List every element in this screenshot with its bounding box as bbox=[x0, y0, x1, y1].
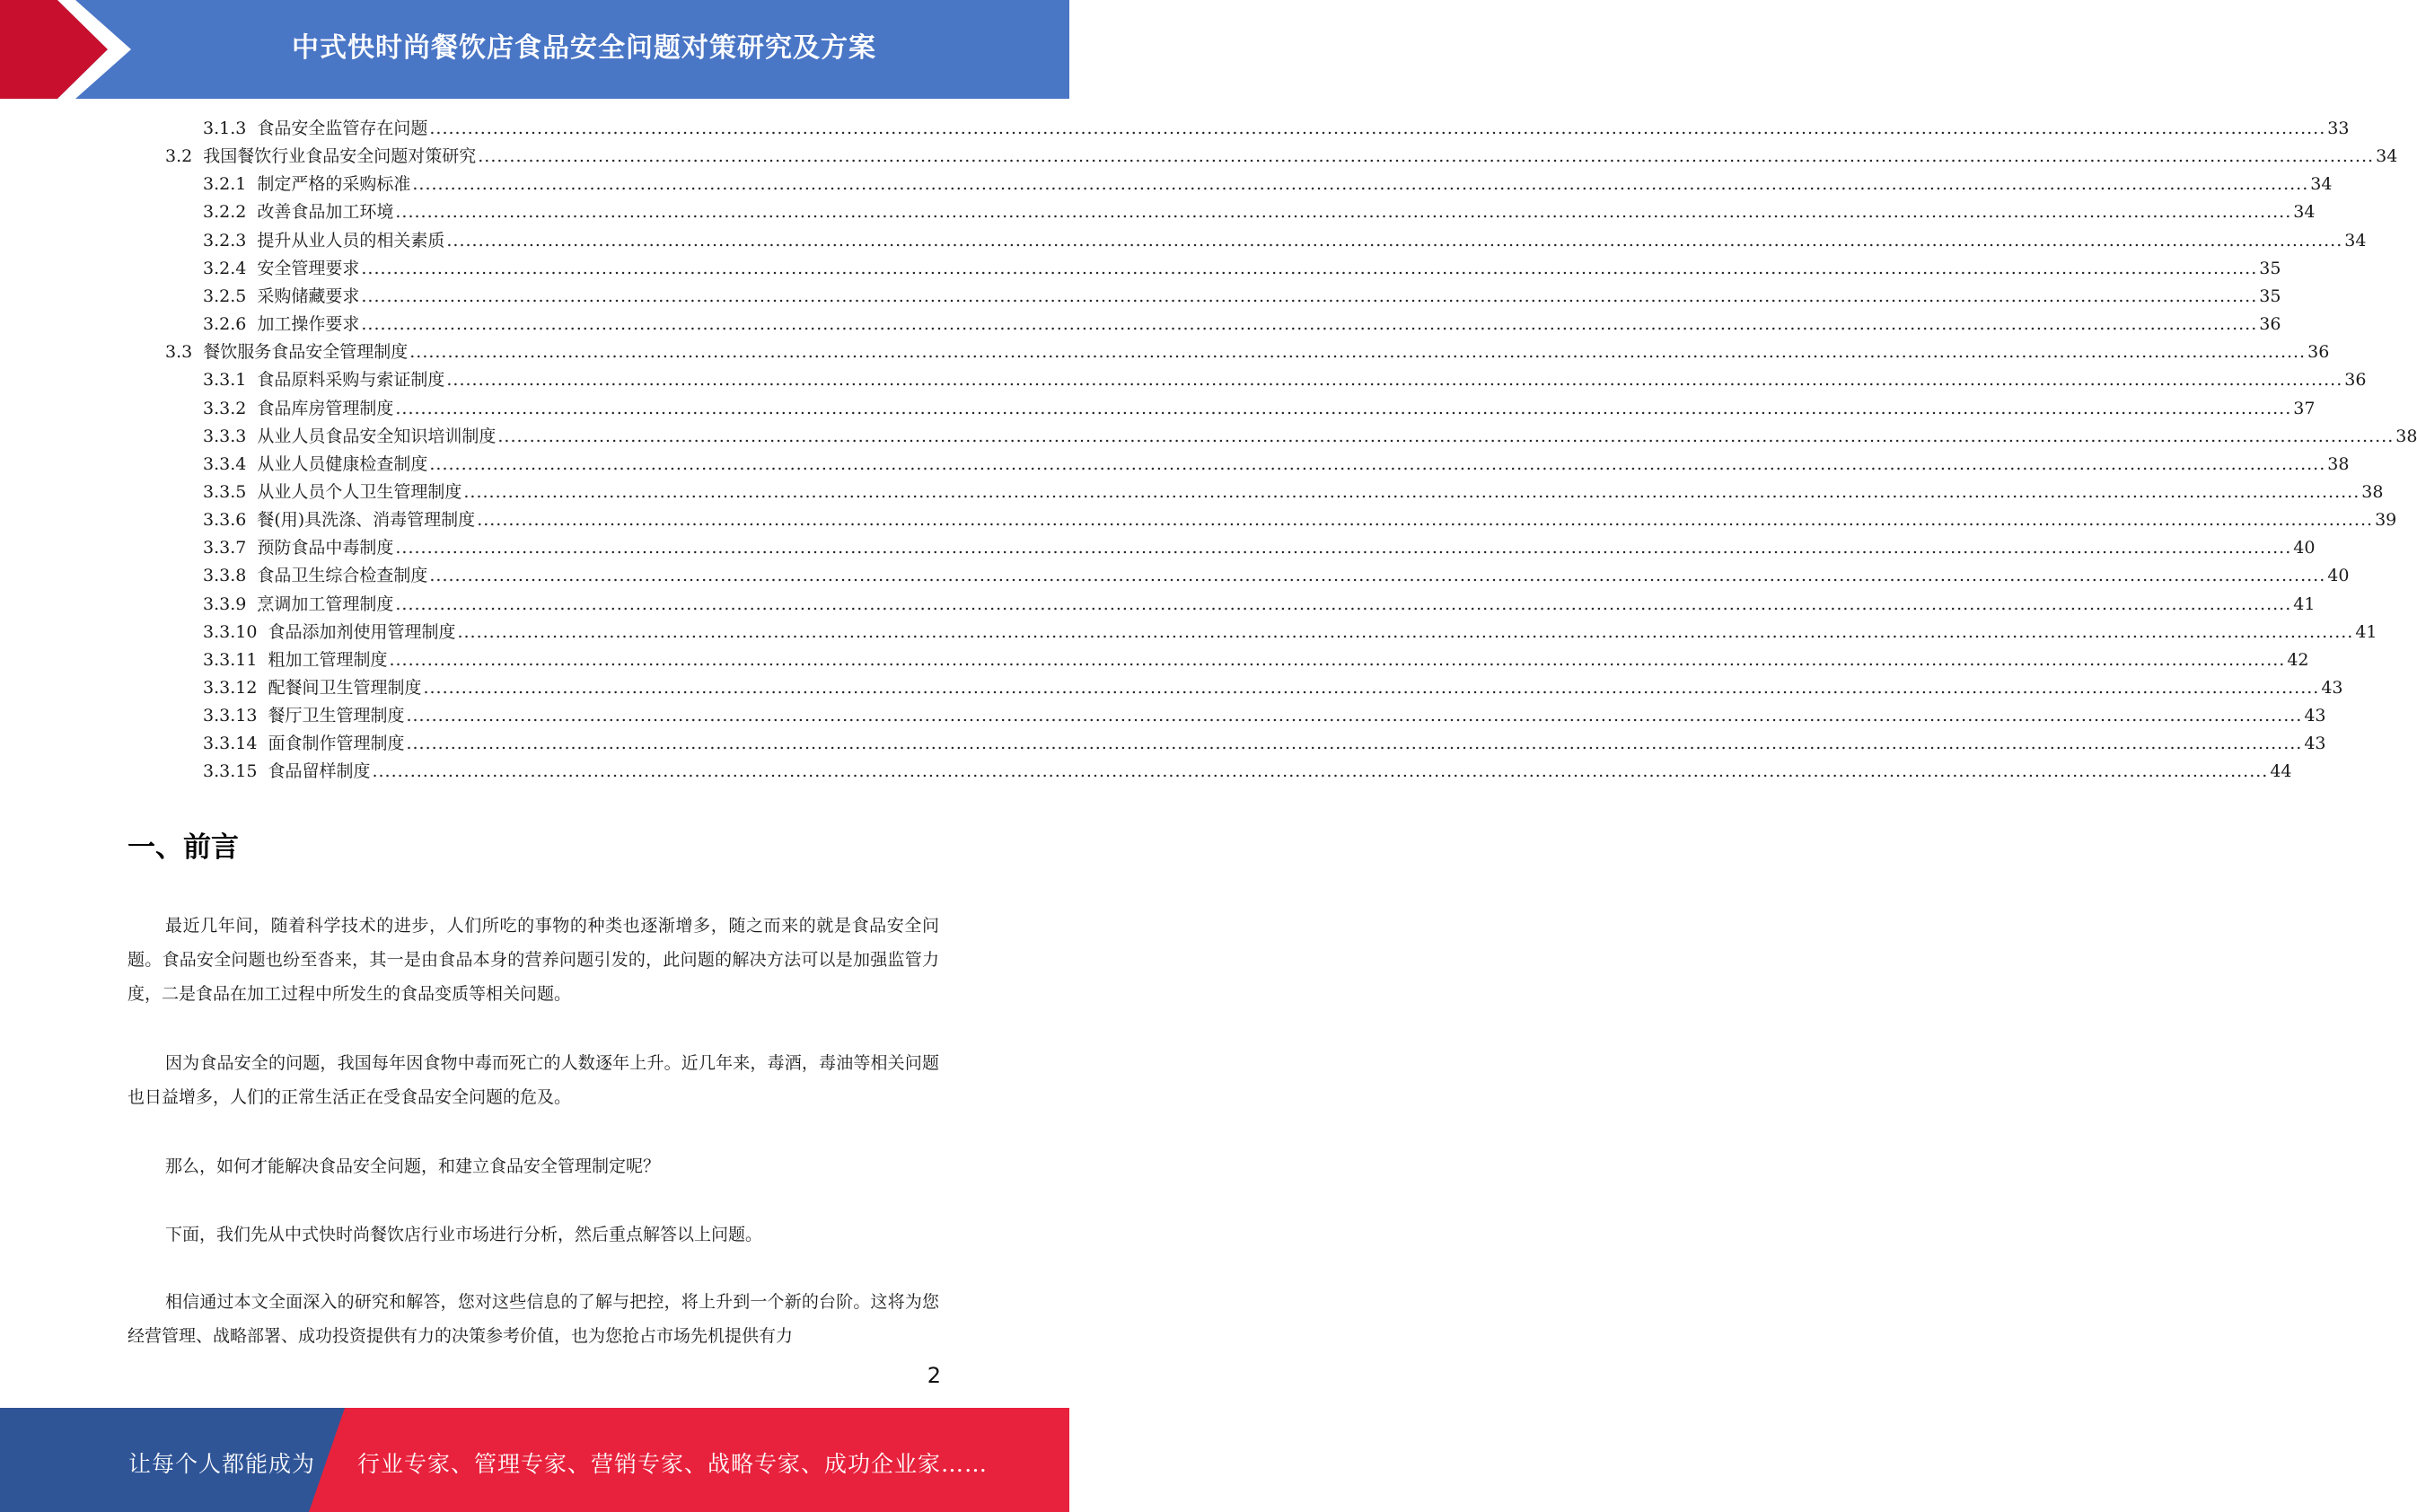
toc-entry[interactable] bbox=[203, 395, 2316, 423]
toc-entry-label: 食品原料采购与索证制度 bbox=[257, 370, 445, 391]
toc-entry[interactable] bbox=[203, 646, 2309, 674]
toc-entry[interactable] bbox=[165, 338, 2330, 366]
paragraph-2: 因为食品安全的问题，我国每年因食物中毒而死亡的人数逐年上升。近几年来，毒酒，毒油等相关问题也日益增多，人们的正常生活正在受食品安全问题的危及。 bbox=[127, 1053, 939, 1107]
toc-leader-dots: ............................................................................................................................................................................................................................................................................................................ bbox=[372, 761, 2269, 782]
toc-entry-number: 3.2.2 bbox=[203, 202, 247, 223]
toc-entry-number: 3.2.6 bbox=[203, 314, 247, 335]
toc-entry-number: 3.3.8 bbox=[203, 566, 247, 586]
toc-entry[interactable] bbox=[203, 619, 2377, 646]
paragraph-4: 下面，我们先从中式快时尚餐饮店行业市场进行分析，然后重点解答以上问题。 bbox=[165, 1225, 763, 1244]
toc-entry-label: 餐饮服务食品安全管理制度 bbox=[203, 342, 409, 363]
toc-entry[interactable] bbox=[203, 311, 2281, 338]
toc-entry-number: 3.3.15 bbox=[203, 761, 258, 782]
toc-entry[interactable] bbox=[203, 451, 2350, 479]
toc-leader-dots: ............................................................................................................................................................................................................................................................................................................ bbox=[409, 342, 2307, 363]
toc-entry-label: 食品添加剂使用管理制度 bbox=[268, 621, 456, 642]
toc-entry-label: 食品库房管理制度 bbox=[257, 398, 394, 418]
toc-entry-label: 餐(用)具洗涤、消毒管理制度 bbox=[257, 510, 476, 531]
toc-entry-label: 配餐间卫生管理制度 bbox=[268, 678, 422, 698]
toc-leader-dots: ............................................................................................................................................................................................................................................................................................................ bbox=[412, 174, 2309, 195]
toc-entry-page: 36 bbox=[2307, 342, 2330, 363]
toc-entry-page: 43 bbox=[2304, 734, 2326, 754]
paragraph-3: 那么，如何才能解决食品安全问题，和建立食品安全管理制定呢？ bbox=[165, 1156, 661, 1176]
page-header bbox=[0, 0, 1069, 99]
toc-entry[interactable] bbox=[203, 674, 2343, 702]
toc-entry-page: 39 bbox=[2375, 510, 2397, 531]
toc-leader-dots: ............................................................................................................................................................................................................................................................................................................ bbox=[477, 510, 2374, 531]
toc-entry[interactable] bbox=[203, 591, 2316, 619]
toc-entry-number: 3.2.4 bbox=[203, 258, 247, 278]
toc-entry-page: 41 bbox=[2355, 621, 2377, 642]
toc-leader-dots: ............................................................................................................................................................................................................................................................................................................ bbox=[395, 202, 2292, 223]
toc-leader-dots: ............................................................................................................................................................................................................................................................................................................ bbox=[478, 146, 2375, 167]
toc-entry-number: 3.1.3 bbox=[203, 119, 247, 138]
toc-leader-dots: ............................................................................................................................................................................................................................................................................................................ bbox=[361, 314, 2258, 335]
toc-entry-label: 餐厅卫生管理制度 bbox=[268, 706, 405, 726]
toc-entry-number: 3.3.12 bbox=[203, 678, 258, 698]
section-heading: 一、前言 bbox=[127, 831, 239, 864]
toc-entry-label: 食品安全监管存在问题 bbox=[257, 119, 428, 138]
toc-entry-page: 35 bbox=[2259, 258, 2281, 278]
toc-entry-label: 安全管理要求 bbox=[257, 258, 360, 278]
toc-leader-dots: ............................................................................................................................................................................................................................................................................................................ bbox=[429, 119, 2326, 138]
toc-entry[interactable] bbox=[203, 758, 2292, 786]
toc-entry-number: 3.3.9 bbox=[203, 593, 247, 614]
toc-entry-label: 粗加工管理制度 bbox=[268, 649, 388, 670]
toc-entry[interactable] bbox=[165, 143, 2398, 171]
toc-entry-number: 3.3.6 bbox=[203, 510, 247, 531]
toc-entry-label: 从业人员个人卫生管理制度 bbox=[257, 481, 462, 502]
toc-entry[interactable] bbox=[203, 730, 2326, 758]
toc-leader-dots: ............................................................................................................................................................................................................................................................................................................ bbox=[446, 230, 2343, 251]
toc-leader-dots: ............................................................................................................................................................................................................................................................................................................ bbox=[406, 706, 2303, 726]
toc-entry-label: 食品留样制度 bbox=[268, 761, 371, 782]
toc-leader-dots: ............................................................................................................................................................................................................................................................................................................ bbox=[361, 258, 2258, 278]
toc-entry[interactable] bbox=[203, 479, 2384, 506]
toc-entry-page: 37 bbox=[2293, 398, 2316, 418]
toc-entry-page: 38 bbox=[2395, 426, 2417, 446]
toc-leader-dots: ............................................................................................................................................................................................................................................................................................................ bbox=[457, 621, 2354, 642]
toc-leader-dots: ............................................................................................................................................................................................................................................................................................................ bbox=[463, 481, 2360, 502]
footer-slogan-right: 行业专家、管理专家、营销专家、战略专家、成功企业家…… bbox=[357, 1451, 989, 1477]
toc-entry-label: 预防食品中毒制度 bbox=[257, 538, 394, 558]
toc-leader-dots: ............................................................................................................................................................................................................................................................................................................ bbox=[395, 593, 2292, 614]
toc-entry[interactable] bbox=[203, 534, 2316, 562]
toc-entry-page: 38 bbox=[2361, 481, 2384, 502]
toc-entry-number: 3.2.1 bbox=[203, 174, 247, 195]
toc-leader-dots: ............................................................................................................................................................................................................................................................................................................ bbox=[361, 286, 2258, 306]
toc-entry[interactable] bbox=[203, 366, 2367, 394]
toc-entry[interactable] bbox=[203, 562, 2350, 590]
toc-entry-page: 34 bbox=[2344, 230, 2367, 251]
toc-entry-number: 3.2 bbox=[165, 146, 193, 167]
toc-leader-dots: ............................................................................................................................................................................................................................................................................................................ bbox=[423, 678, 2320, 698]
toc-entry-label: 面食制作管理制度 bbox=[268, 734, 405, 754]
toc-entry[interactable] bbox=[203, 198, 2316, 226]
toc-entry-label: 改善食品加工环境 bbox=[257, 202, 394, 223]
toc-leader-dots: ............................................................................................................................................................................................................................................................................................................ bbox=[497, 426, 2395, 446]
paragraph-1: 最近几年间，随着科学技术的进步，人们所吃的事物的种类也逐渐增多，随之而来的就是食品安全问题。食品安全问题也纷至沓来，其一是由食品本身的营养问题引发的，此问题的解决方法可以是加强监管力度，二是食品在加工过程中所发生的食品变质等相关问题。 bbox=[127, 916, 939, 1004]
page-number: 2 bbox=[927, 1363, 941, 1388]
toc-entry-page: 33 bbox=[2327, 119, 2350, 138]
toc-entry-page: 41 bbox=[2293, 593, 2316, 614]
toc-entry-number: 3.3.3 bbox=[203, 426, 247, 446]
toc-entry-page: 43 bbox=[2321, 678, 2343, 698]
toc-entry[interactable] bbox=[203, 115, 2350, 143]
document-title: 中式快时尚餐饮店食品安全问题对策研究及方案 bbox=[292, 32, 876, 64]
toc-entry-number: 3.3.10 bbox=[203, 621, 258, 642]
toc-entry-page: 34 bbox=[2310, 174, 2333, 195]
toc-entry-number: 3.3.11 bbox=[203, 649, 258, 670]
toc-entry[interactable] bbox=[203, 702, 2326, 730]
toc-entry-label: 制定严格的采购标准 bbox=[257, 174, 411, 195]
toc-entry-label: 从业人员食品安全知识培训制度 bbox=[257, 426, 497, 446]
toc-entry[interactable] bbox=[203, 227, 2367, 255]
toc-entry-number: 3.3.2 bbox=[203, 398, 247, 418]
toc-entry-page: 34 bbox=[2293, 202, 2316, 223]
toc-entry[interactable] bbox=[203, 171, 2333, 198]
toc-entry[interactable] bbox=[203, 255, 2281, 283]
toc-entry-page: 43 bbox=[2304, 706, 2326, 726]
toc-entry-label: 采购储藏要求 bbox=[257, 286, 360, 306]
page-footer bbox=[0, 1408, 1069, 1512]
toc-entry-page: 35 bbox=[2259, 286, 2281, 306]
toc-leader-dots: ............................................................................................................................................................................................................................................................................................................ bbox=[389, 649, 2286, 670]
toc-leader-dots: ............................................................................................................................................................................................................................................................................................................ bbox=[429, 453, 2326, 474]
toc-entry[interactable] bbox=[203, 423, 2417, 451]
toc-entry-label: 提升从业人员的相关素质 bbox=[257, 230, 445, 251]
toc-entry-page: 40 bbox=[2327, 566, 2350, 586]
toc-entry-number: 3.2.3 bbox=[203, 230, 247, 251]
toc-entry-page: 38 bbox=[2327, 453, 2350, 474]
toc-entry-number: 3.3.1 bbox=[203, 370, 247, 391]
toc-entry-page: 40 bbox=[2293, 538, 2316, 558]
toc-entry-page: 36 bbox=[2259, 314, 2281, 335]
toc-leader-dots: ............................................................................................................................................................................................................................................................................................................ bbox=[446, 370, 2343, 391]
toc-leader-dots: ............................................................................................................................................................................................................................................................................................................ bbox=[429, 566, 2326, 586]
toc-entry-number: 3.3.7 bbox=[203, 538, 247, 558]
paragraph-5: 相信通过本文全面深入的研究和解答，您对这些信息的了解与把控，将上升到一个新的台阶。这将为您经营管理、战略部署、成功投资提供有力的决策参考价值，也为您抢占市场先机提供有力 bbox=[127, 1292, 939, 1346]
footer-slogan-left: 让每个人都能成为 bbox=[128, 1451, 316, 1477]
toc-entry-number: 3.3.13 bbox=[203, 706, 258, 726]
toc-entry-label: 烹调加工管理制度 bbox=[257, 593, 394, 614]
toc-entry[interactable] bbox=[203, 506, 2397, 534]
toc-leader-dots: ............................................................................................................................................................................................................................................................................................................ bbox=[406, 734, 2303, 754]
toc-entry-label: 食品卫生综合检查制度 bbox=[257, 566, 428, 586]
toc-entry-number: 3.3 bbox=[165, 342, 193, 363]
toc-entry-number: 3.2.5 bbox=[203, 286, 247, 306]
toc-entry-number: 3.3.14 bbox=[203, 734, 258, 754]
toc-leader-dots: ............................................................................................................................................................................................................................................................................................................ bbox=[395, 538, 2292, 558]
toc-entry-label: 从业人员健康检查制度 bbox=[257, 453, 428, 474]
toc-entry-page: 34 bbox=[2376, 146, 2398, 167]
toc-entry-page: 42 bbox=[2287, 649, 2309, 670]
toc-entry-label: 我国餐饮行业食品安全问题对策研究 bbox=[203, 146, 477, 167]
toc-entry[interactable] bbox=[203, 283, 2281, 311]
toc-entry-page: 36 bbox=[2344, 370, 2367, 391]
toc-entry-number: 3.3.5 bbox=[203, 481, 247, 502]
toc-entry-page: 44 bbox=[2270, 761, 2292, 782]
toc-entry-number: 3.3.4 bbox=[203, 453, 247, 474]
toc-leader-dots: ............................................................................................................................................................................................................................................................................................................ bbox=[395, 398, 2292, 418]
toc-entry-label: 加工操作要求 bbox=[257, 314, 360, 335]
